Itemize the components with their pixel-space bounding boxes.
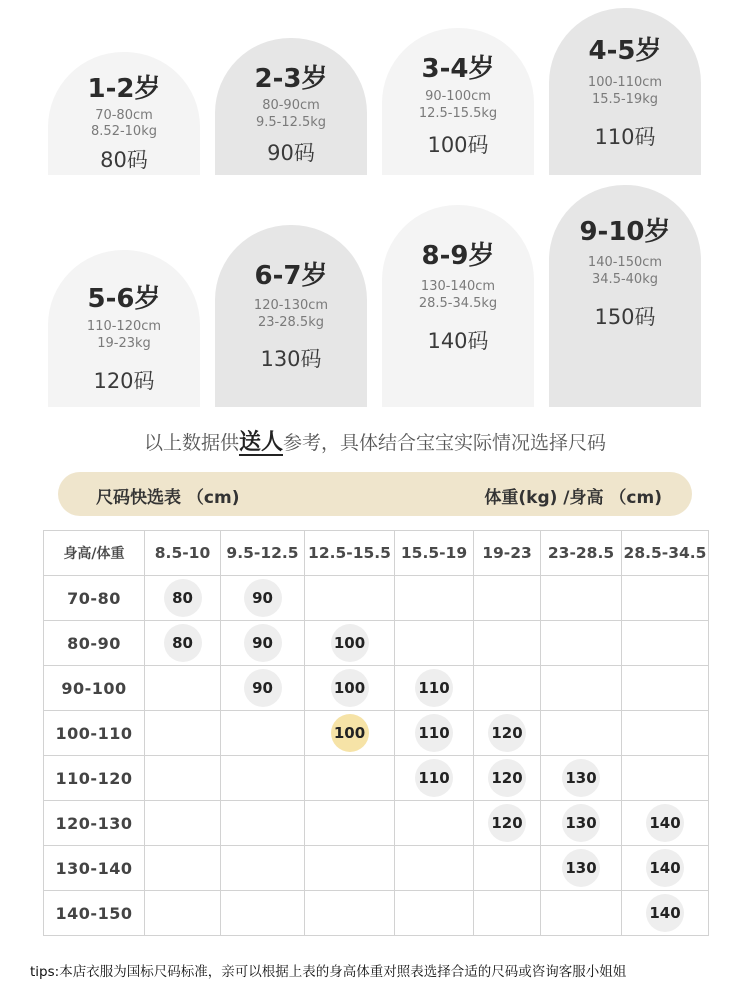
table-cell	[622, 846, 709, 891]
size-card-2-3	[215, 38, 367, 175]
note-after: 参考，具体结合宝宝实际情况选择尺码	[283, 432, 607, 454]
table-cell	[305, 891, 395, 936]
size-chip-highlighted: 100	[331, 714, 369, 752]
table-cell	[395, 621, 474, 666]
size-label: 100码	[427, 133, 489, 157]
size-chip: 90	[244, 579, 282, 617]
table-cell	[221, 666, 305, 711]
table-cell	[541, 891, 622, 936]
age-label: 2-3岁	[254, 64, 328, 94]
size-label: 110码	[594, 125, 656, 149]
table-cell	[474, 666, 541, 711]
table-cell	[474, 801, 541, 846]
size-chip: 120	[488, 804, 526, 842]
age-label: 3-4岁	[421, 54, 495, 84]
table-cell	[221, 756, 305, 801]
size-chip: 80	[164, 579, 202, 617]
table-cell	[305, 576, 395, 621]
table-row	[44, 666, 709, 711]
table-cell	[474, 576, 541, 621]
table-row	[44, 576, 709, 621]
size-card-4-5	[549, 8, 701, 175]
table-cell	[145, 711, 221, 756]
row-header: 110-120	[44, 756, 145, 801]
table-cell	[622, 711, 709, 756]
table-cell	[622, 666, 709, 711]
size-chip: 130	[562, 804, 600, 842]
size-label: 120码	[93, 369, 155, 393]
height-range: 110-120cm	[86, 319, 162, 334]
size-chip: 110	[415, 714, 453, 752]
column-header: 19-23	[474, 531, 541, 576]
weight-range: 34.5-40kg	[592, 272, 658, 287]
age-label: 1-2岁	[87, 74, 161, 104]
row-header: 140-150	[44, 891, 145, 936]
table-cell	[305, 711, 395, 756]
weight-range: 9.5-12.5kg	[255, 115, 327, 130]
table-cell	[622, 891, 709, 936]
weight-range: 23-28.5kg	[258, 315, 324, 330]
height-range: 90-100cm	[425, 89, 491, 104]
size-card-5-6	[48, 250, 200, 407]
size-chip: 90	[244, 669, 282, 707]
table-cell	[305, 666, 395, 711]
table-cell	[474, 891, 541, 936]
table-cell	[395, 666, 474, 711]
height-range: 70-80cm	[95, 108, 153, 123]
banner-title: 尺码快选表 （cm)	[96, 488, 240, 508]
table-cell	[395, 801, 474, 846]
column-header: 15.5-19	[395, 531, 474, 576]
table-cell	[305, 801, 395, 846]
table-cell	[145, 576, 221, 621]
row-header: 120-130	[44, 801, 145, 846]
table-cell	[541, 801, 622, 846]
size-label: 90码	[267, 141, 315, 165]
table-cell	[221, 621, 305, 666]
table-header-row	[44, 531, 709, 576]
tips-text: tips:本店衣服为国标尺码标准，亲可以根据上表的身高体重对照表选择合适的尺码或咨询客服小姐姐	[30, 964, 627, 980]
table-cell	[221, 576, 305, 621]
row-header: 80-90	[44, 621, 145, 666]
table-cell	[474, 711, 541, 756]
age-label: 5-6岁	[87, 284, 161, 314]
table-cell	[395, 576, 474, 621]
size-chip: 100	[331, 624, 369, 662]
table-cell	[541, 756, 622, 801]
table-cell	[145, 621, 221, 666]
column-header: 28.5-34.5	[622, 531, 709, 576]
size-chip: 80	[164, 624, 202, 662]
table-cell	[145, 846, 221, 891]
table-cell	[145, 666, 221, 711]
table-cell	[221, 891, 305, 936]
table-cell	[305, 621, 395, 666]
corner-header: 身高/体重	[44, 531, 145, 576]
size-label: 140码	[427, 329, 489, 353]
table-cell	[622, 756, 709, 801]
height-range: 80-90cm	[262, 98, 320, 113]
table-cell	[622, 621, 709, 666]
size-card-3-4	[382, 28, 534, 175]
table-cell	[541, 621, 622, 666]
column-header: 12.5-15.5	[305, 531, 395, 576]
table-cell	[395, 711, 474, 756]
table-cell	[305, 846, 395, 891]
age-label: 9-10岁	[579, 217, 671, 247]
table-row	[44, 756, 709, 801]
height-range: 130-140cm	[420, 279, 496, 294]
size-label: 80码	[100, 148, 148, 172]
size-card-1-2	[48, 52, 200, 175]
table-cell	[145, 756, 221, 801]
size-chip: 110	[415, 759, 453, 797]
height-range: 120-130cm	[253, 298, 329, 313]
table-row	[44, 621, 709, 666]
size-chart-table	[43, 530, 709, 936]
row-header: 90-100	[44, 666, 145, 711]
table-row	[44, 891, 709, 936]
table-cell	[221, 846, 305, 891]
weight-range: 28.5-34.5kg	[418, 296, 498, 311]
row-header: 100-110	[44, 711, 145, 756]
size-chip: 140	[646, 894, 684, 932]
weight-range: 15.5-19kg	[592, 92, 658, 107]
table-cell	[474, 846, 541, 891]
age-label: 4-5岁	[588, 36, 662, 66]
weight-range: 8.52-10kg	[91, 124, 157, 139]
size-chip: 120	[488, 759, 526, 797]
table-cell	[622, 576, 709, 621]
table-cell	[145, 801, 221, 846]
size-chip: 90	[244, 624, 282, 662]
table-cell	[541, 846, 622, 891]
table-cell	[541, 576, 622, 621]
table-cell	[221, 801, 305, 846]
table-cell	[541, 666, 622, 711]
size-chip: 130	[562, 849, 600, 887]
note-emphasis: 送人	[238, 430, 283, 455]
row-header: 70-80	[44, 576, 145, 621]
table-cell	[221, 711, 305, 756]
size-card-8-9	[382, 205, 534, 407]
size-chip: 130	[562, 759, 600, 797]
table-cell	[395, 891, 474, 936]
size-label: 150码	[594, 305, 656, 329]
size-chip: 140	[646, 804, 684, 842]
size-chip: 140	[646, 849, 684, 887]
size-chip: 120	[488, 714, 526, 752]
note-before: 以上数据供	[143, 432, 239, 454]
size-chip: 110	[415, 669, 453, 707]
table-cell	[622, 801, 709, 846]
banner-axis-label: 体重(kg) /身高 （cm)	[484, 488, 662, 508]
height-range: 140-150cm	[587, 255, 663, 270]
table-cell	[474, 756, 541, 801]
column-header: 23-28.5	[541, 531, 622, 576]
table-cell	[145, 891, 221, 936]
height-range: 100-110cm	[587, 75, 663, 90]
table-cell	[474, 621, 541, 666]
size-card-6-7	[215, 225, 367, 407]
age-label: 6-7岁	[254, 261, 328, 291]
table-cell	[395, 756, 474, 801]
table-cell	[541, 711, 622, 756]
size-label: 130码	[260, 347, 322, 371]
table-row	[44, 711, 709, 756]
reference-note	[0, 425, 750, 456]
age-label: 8-9岁	[421, 241, 495, 271]
quick-select-banner	[58, 472, 692, 516]
size-chip: 100	[331, 669, 369, 707]
weight-range: 12.5-15.5kg	[418, 106, 498, 121]
table-cell	[395, 846, 474, 891]
column-header: 9.5-12.5	[221, 531, 305, 576]
row-header: 130-140	[44, 846, 145, 891]
table-cell	[305, 756, 395, 801]
column-header: 8.5-10	[145, 531, 221, 576]
table-row	[44, 801, 709, 846]
size-card-9-10	[549, 185, 701, 407]
table-row	[44, 846, 709, 891]
weight-range: 19-23kg	[97, 336, 151, 351]
